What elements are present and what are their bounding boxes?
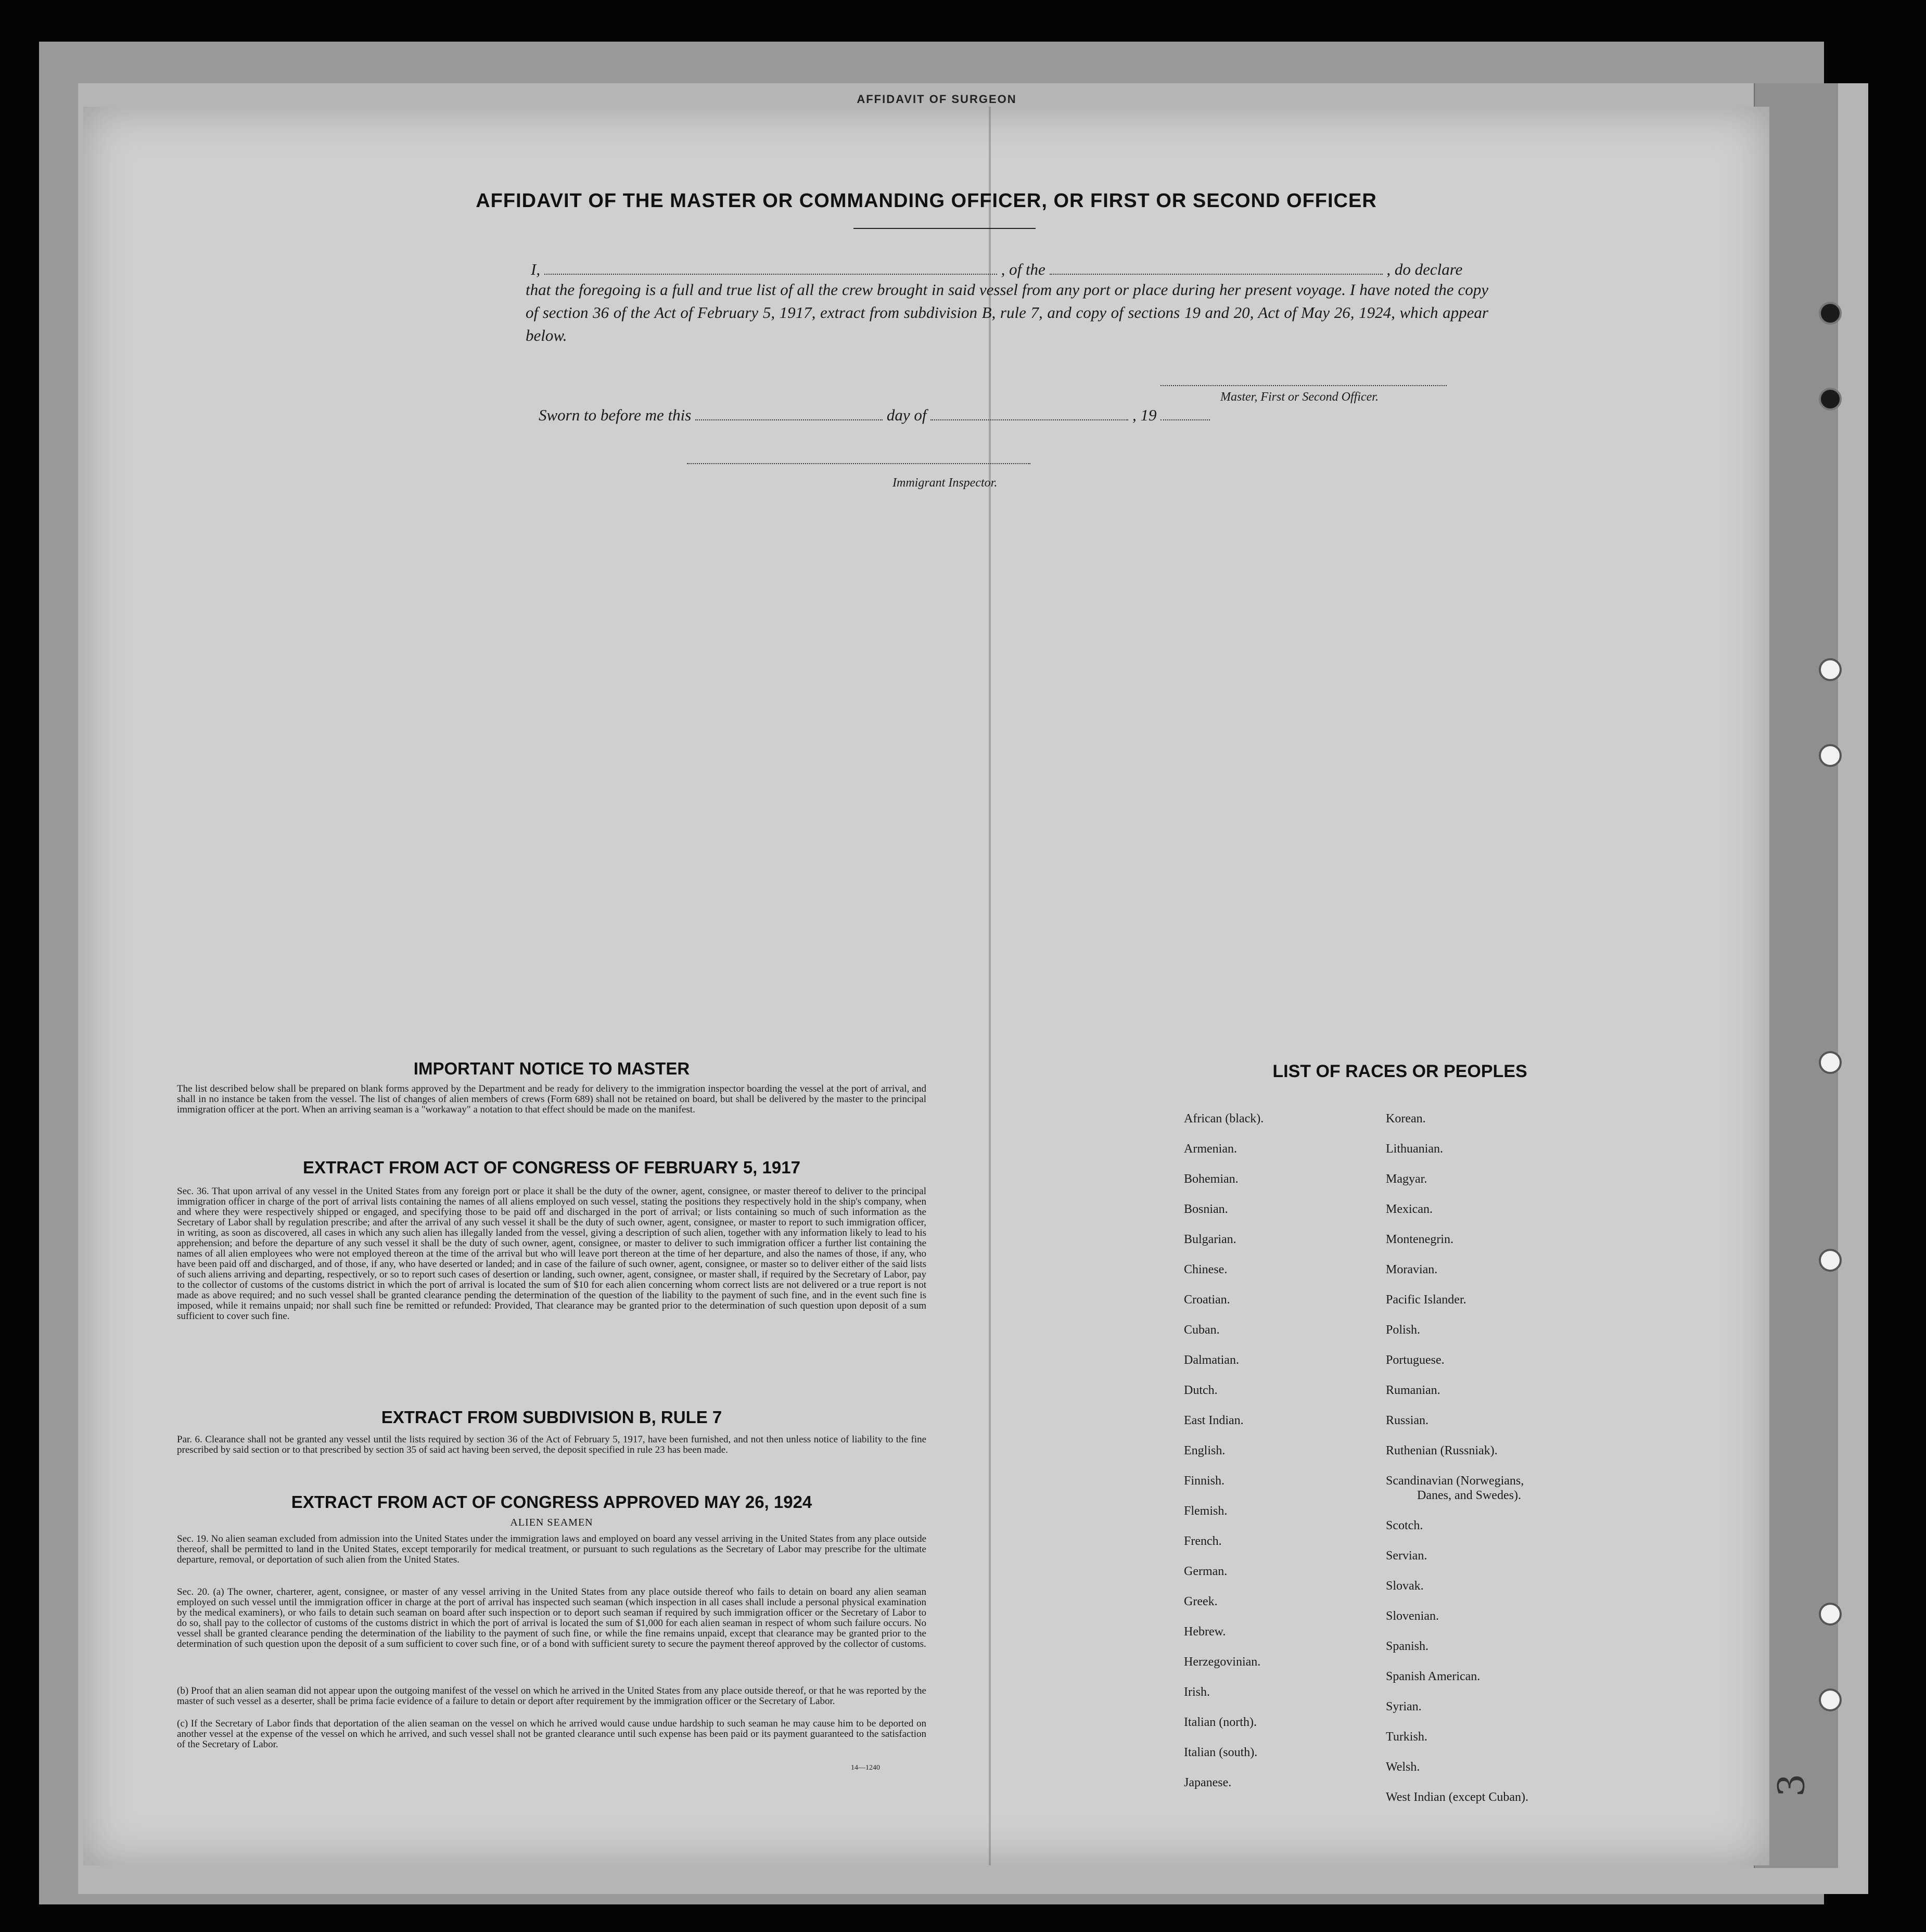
race-item: Portuguese.	[1386, 1353, 1445, 1367]
extract-1924-sec19: Sec. 19. No alien seaman excluded from admission into the United States under the immigration laws and employed on board any vessel arriving in the United States from any place outside thereof, shall be permitted to land in the United States, except temporarily for medical treatment, or pursuant to such regulations as the Secretary of Labor may prescribe for the ultimate departure, removal, or deportation of such alien from the United States.	[177, 1533, 926, 1565]
race-item: Spanish.	[1386, 1640, 1429, 1653]
race-item: Croatian.	[1184, 1293, 1230, 1307]
notice-title: IMPORTANT NOTICE TO MASTER	[413, 1059, 690, 1078]
race-item: Armenian.	[1184, 1142, 1237, 1156]
race-item: Dutch.	[1184, 1384, 1218, 1397]
punch-hole	[1819, 1688, 1842, 1711]
sworn-year-blank[interactable]	[1160, 409, 1210, 420]
punch-hole	[1819, 388, 1842, 411]
race-item: Korean.	[1386, 1112, 1426, 1125]
race-item: Italian (south).	[1184, 1746, 1258, 1759]
line-declare: , do declare	[1386, 260, 1463, 278]
extract-rule7-title: EXTRACT FROM SUBDIVISION B, RULE 7	[381, 1408, 722, 1427]
race-item: Pacific Islander.	[1386, 1293, 1466, 1307]
sworn-day-blank[interactable]	[695, 409, 883, 420]
race-item: Bohemian.	[1184, 1172, 1239, 1186]
handwritten-mark: 3	[1770, 1773, 1813, 1797]
punch-hole	[1819, 302, 1842, 325]
race-item: Danes, and Swedes).	[1417, 1489, 1521, 1502]
extract-1917-title: EXTRACT FROM ACT OF CONGRESS OF FEBRUARY 5, 1917	[303, 1158, 800, 1177]
sworn-prefix: Sworn to before me this	[539, 406, 692, 424]
race-item: Herzegovinian.	[1184, 1655, 1261, 1669]
race-item: East Indian.	[1184, 1414, 1244, 1427]
punch-hole	[1819, 744, 1842, 767]
race-item: Chinese.	[1184, 1263, 1228, 1276]
race-item: Hebrew.	[1184, 1625, 1226, 1639]
form-number: 14—1240	[851, 1764, 880, 1772]
race-item: Scandinavian (Norwegians,	[1386, 1474, 1524, 1488]
notice-text: The list described below shall be prepared on blank forms approved by the Department and be ready for delivery to the immigration inspector boarding the vessel at the port of arrival, and shall in no instance be taken from the vessel. The list of changes of alien members of crews (Form 689) shall not be retained on board, but shall be delivered by the master to the principal immigration officer at the port. When an arriving seaman is a "workaway" a notation to that effect should be made on the manifest.	[177, 1083, 926, 1115]
race-item: French.	[1184, 1534, 1222, 1548]
race-item: Mexican.	[1386, 1202, 1433, 1216]
master-label: Master, First or Second Officer.	[1220, 390, 1379, 404]
inspector-signature-line[interactable]	[687, 463, 1030, 464]
back-sheet-header: AFFIDAVIT OF SURGEON	[857, 93, 1017, 103]
race-item: Moravian.	[1386, 1263, 1438, 1276]
race-item: West Indian (except Cuban).	[1386, 1790, 1528, 1804]
race-item: Slovenian.	[1386, 1609, 1439, 1623]
affidavit-title: AFFIDAVIT OF THE MASTER OR COMMANDING OFFICER, OR FIRST OR SECOND OFFICER	[476, 190, 1377, 212]
race-item: Servian.	[1386, 1549, 1427, 1563]
extract-rule7-text: Par. 6. Clearance shall not be granted any vessel until the lists required by section 36 of the Act of February 5, 1917, have been furnished, and not then unless notice of liability to the fine prescribed by said section or to that prescribed by section 35 of said act having been served, the deposit specified in rule 23 has been made.	[177, 1434, 926, 1455]
declarant-line	[531, 260, 1462, 279]
race-item: Greek.	[1184, 1595, 1218, 1608]
race-item: English.	[1184, 1444, 1226, 1457]
sworn-month-blank[interactable]	[930, 409, 1128, 420]
line-i: I,	[531, 260, 541, 278]
race-item: Ruthenian (Russniak).	[1386, 1444, 1498, 1457]
race-item: Flemish.	[1184, 1504, 1228, 1518]
sworn-day-of: day of	[886, 406, 927, 424]
races-title: LIST OF RACES OR PEOPLES	[1272, 1061, 1527, 1081]
extract-1924-sec20c: (c) If the Secretary of Labor finds that deportation of the alien seaman on the vessel on which he arrived would cause undue hardship to such seaman he may cause him to be deported on another vessel at the expense of the vessel on which he arrived, and such vessel shall not be granted clearance until such expense has been paid or its payment guaranteed to the satisfaction of the Secretary of Labor.	[177, 1718, 926, 1750]
extract-1924-sec20a: Sec. 20. (a) The owner, charterer, agent, consignee, or master of any vessel arriving in the United States from any place outside thereof who fails to detain on board any alien seaman employed on such vessel until the immigration officer in charge at the port of arrival has inspected such seaman (which inspection in all cases shall include a personal physical examination by the medical examiners), or who fails to detain such seaman on board after such inspection or to deport such seaman if required by such immigration officer or the Secretary of Labor to do so, shall pay to the collector of customs of the customs district in which the port of arrival is located the sum of $1,000 for each alien seaman in respect of whom such failure occurs. No vessel shall be granted clearance pending the determination of the liability to the payment of such fine, or while the fine remains unpaid, except that clearance may be granted prior to the determination of such question upon the deposit of a sum sufficient to cover such fine, or of a bond with sufficient surety to secure the payment thereof approved by the collector of customs.	[177, 1586, 926, 1649]
race-item: Irish.	[1184, 1685, 1210, 1699]
extract-1917-text: Sec. 36. That upon arrival of any vessel in the United States from any foreign port or place it shall be the duty of the owner, agent, consignee, or master thereof to deliver to the principal immigration officer in charge of the port of arrival lists containing the names of all aliens employed on such vessel, stating the positions they respectively hold in the ship's company, when and where they were respectively shipped or engaged, and specifying those to be paid off and discharged in the port of arrival; or lists containing so much of such information as the Secretary of Labor shall by regulation prescribe; and after the arrival of any such vessel it shall be the duty of such owner, agent, consignee, or master to report to such immigration officer, in writing, as soon as discovered, all cases in which any such alien has illegally landed from the vessel, giving a description of such alien, together with any information likely to lead to his apprehension; and before the departure of any such vessel it shall be the duty of such owner, agent, consignee, or master to deliver to such immigration officer a further list containing the names of all alien employees who were not employed thereon at the time of the arrival but who will leave port thereon at the time of her departure, and also the names of those, if any, who have been paid off and discharged, and of those, if any, who have deserted or landed; and in case of the failure of such owner, agent, consignee, or master so to deliver either of the said lists of such aliens arriving and departing, respectively, or so to report such cases of desertion or landing, such owner, agent, consignee, or master shall, if required by the Secretary of Labor, pay to the collector of customs of the customs district in which the port of arrival is located the sum of $10 for each alien concerning whom correct lists are not delivered or a true report is not made as above required; and no such vessel shall be granted clearance pending the determination of the question of the liability to the payment of such fine, and in the event such fine is imposed, while it remains unpaid; nor shall such fine be remitted or refunded: Provided, That clearance may be granted prior to the determination of such question upon deposit of a sum sufficient to cover such fine.	[177, 1186, 926, 1322]
race-item: Japanese.	[1184, 1776, 1232, 1789]
race-item: Slovak.	[1386, 1579, 1424, 1593]
punch-hole	[1819, 658, 1842, 681]
name-blank[interactable]	[544, 263, 997, 275]
sworn-year: , 19	[1132, 406, 1157, 424]
race-item: Rumanian.	[1386, 1384, 1440, 1397]
sworn-line	[539, 406, 1210, 425]
race-item: Lithuanian.	[1386, 1142, 1443, 1156]
race-item: Bosnian.	[1184, 1202, 1228, 1216]
punch-hole	[1819, 1249, 1842, 1272]
race-item: Montenegrin.	[1386, 1233, 1453, 1246]
race-item: Scotch.	[1386, 1519, 1423, 1532]
race-item: Welsh.	[1386, 1760, 1420, 1774]
title-rule	[853, 228, 1036, 229]
race-item: African (black).	[1184, 1112, 1264, 1125]
inspector-label: Immigrant Inspector.	[892, 476, 998, 490]
punch-hole	[1819, 1051, 1842, 1074]
race-item: Russian.	[1386, 1414, 1429, 1427]
race-item: Polish.	[1386, 1323, 1421, 1337]
page-fold	[989, 107, 991, 1865]
race-item: Bulgarian.	[1184, 1233, 1236, 1246]
race-item: Dalmatian.	[1184, 1353, 1239, 1367]
race-item: German.	[1184, 1565, 1228, 1578]
line-of-the: , of the	[1001, 260, 1045, 278]
punch-hole	[1819, 1603, 1842, 1626]
race-item: Turkish.	[1386, 1730, 1427, 1744]
declaration-text: that the foregoing is a full and true list of all the crew brought in said vessel from any port or place during her present voyage. I have noted the copy of section 36 of the Act of February 5, 1917, extract from subdivision B, rule 7, and copy of sections 19 and 20, Act of May 26, 1924, which appear below.	[526, 280, 1488, 344]
race-item: Finnish.	[1184, 1474, 1225, 1488]
extract-1924-subtitle: ALIEN SEAMEN	[510, 1517, 593, 1528]
vessel-blank[interactable]	[1050, 263, 1383, 275]
extract-1924-sec20b: (b) Proof that an alien seaman did not appear upon the outgoing manifest of the vessel on which he arrived in the United States from any place outside thereof, or that he was reported by the master of such vessel as a deserter, shall be prima facie evidence of a failure to detain or deport after requirement by the immigration officer or the Secretary of Labor.	[177, 1685, 926, 1707]
master-signature-line[interactable]	[1160, 385, 1447, 386]
race-item: Italian (north).	[1184, 1716, 1257, 1729]
race-item: Magyar.	[1386, 1172, 1427, 1186]
race-item: Syrian.	[1386, 1700, 1422, 1713]
race-item: Spanish American.	[1386, 1670, 1481, 1683]
extract-1924-title: EXTRACT FROM ACT OF CONGRESS APPROVED MAY 26, 1924	[291, 1492, 812, 1512]
race-item: Cuban.	[1184, 1323, 1220, 1337]
